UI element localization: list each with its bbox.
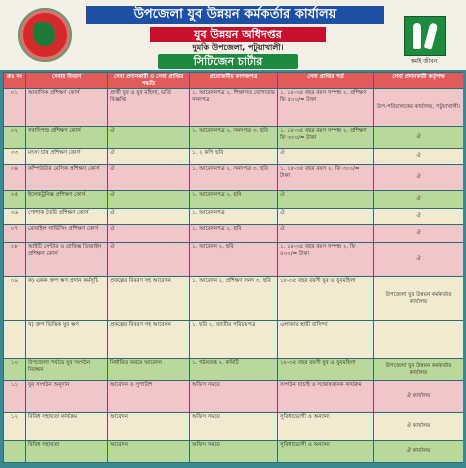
cell-service: পোশাক তৈরি প্রশিক্ষণ কোর্স <box>26 209 108 225</box>
table-row <box>4 127 464 149</box>
cell-serial: ১০ <box>4 359 26 381</box>
cell-conditions: সংগঠন যাচাই ও সন্তোষজনক কার্যক্রম <box>278 381 374 413</box>
cell-serial: ০৬ <box>4 209 26 225</box>
cell-authority: উপজেলা যুব উন্নয়ন কর্মকর্তার কার্যালয় <box>374 277 464 321</box>
table-row <box>4 321 464 359</box>
cell-serial: ০৭ <box>4 225 26 243</box>
cell-documents: ১. আবেদন ২. ছবি <box>190 243 278 277</box>
header-serial: ক্রঃ নং <box>4 73 26 89</box>
cell-documents: ১. ছবি ২. জাতীয় পরিচয়পত্র <box>190 321 278 359</box>
table-row <box>4 441 464 463</box>
cell-serial: ১১ <box>4 381 26 413</box>
cell-serial: ০৯ <box>4 277 26 321</box>
bangladesh-map-icon <box>33 22 55 46</box>
table-row <box>4 277 464 321</box>
cell-authority: ঐ কার্যালয় <box>374 441 464 463</box>
header-method: সেবা প্রদানকারী ও সেবা প্রাপ্তির পদ্ধতি <box>108 73 190 89</box>
cell-documents: ১. আবেদনপত্র <box>190 209 278 225</box>
youth-department-logo <box>404 16 446 56</box>
cell-authority: ঐ কার্যালয় <box>374 413 464 441</box>
cell-documents: ১. গঠনতন্ত্র ২. কমিটি <box>190 359 278 381</box>
table-row <box>4 243 464 277</box>
cell-serial <box>4 321 26 359</box>
cell-conditions: ১. ১৮-৩৫ বছর বয়স সম্পন্ন ২. প্রশিক্ষণ ফি ৫০০/= টাকা <box>278 89 374 127</box>
cell-serial: ০১ <box>4 89 26 127</box>
cell-service: মৎস্য চাষ প্রশিক্ষণ কোর্স <box>26 149 108 165</box>
cell-service: বিবিধ সহায়তা <box>26 441 108 463</box>
cell-authority: ঐ <box>374 191 464 209</box>
cell-method: ঐ <box>108 209 190 225</box>
cell-method: ঐ <box>108 225 190 243</box>
cell-service: কম্পিউটার বেসিক প্রশিক্ষণ কোর্স <box>26 165 108 191</box>
table-row <box>4 225 464 243</box>
cell-method: আবেদন ও সুপারিশ <box>108 381 190 413</box>
cell-conditions: এলাকার স্থায়ী বাসিন্দা <box>278 321 374 359</box>
table-row <box>4 191 464 209</box>
table-row <box>4 165 464 191</box>
cell-documents: ১. আবেদনপত্র ২. ছবি <box>190 225 278 243</box>
cell-serial: ০৫ <box>4 191 26 209</box>
cell-serial: ১২ <box>4 413 26 441</box>
table-row <box>4 149 464 165</box>
cell-method: প্রকল্পের বিবরণ সহ আবেদন <box>108 277 190 321</box>
cell-service: আবাসিক প্রশিক্ষণ কোর্স <box>26 89 108 127</box>
cell-service: ক) একক গ্রুপ ঋণ প্রদান কর্মসূচি <box>26 277 108 321</box>
cell-method: ঐ <box>108 191 190 209</box>
cell-method: প্রকল্পের বিবরণ সহ আবেদন <box>108 321 190 359</box>
table-row <box>4 413 464 441</box>
cell-authority: ঐ <box>374 225 464 243</box>
cell-authority: ঐ <box>374 209 464 225</box>
cell-authority <box>374 321 464 359</box>
cell-service: মোবাইল সার্ভিসিং প্রশিক্ষণ কোর্স <box>26 225 108 243</box>
cell-conditions: ঐ <box>278 225 374 243</box>
cell-method: আবেদন <box>108 413 190 441</box>
cell-documents: ১. আবেদনপত্র ২. ছবি <box>190 191 278 209</box>
header-authority: সেবা প্রদানকারী কর্তৃপক্ষ <box>374 73 464 89</box>
cell-conditions: ১. ১৮-৩৫ বছর বয়স ২. ফি ৩০০/= টাকা <box>278 165 374 191</box>
cell-method: ঐ <box>108 149 190 165</box>
cell-method: ঐ <box>108 243 190 277</box>
cell-serial: ০৩ <box>4 149 26 165</box>
cell-conditions: ১৮-৩৫ বছর বয়সী যুব ও যুবমহিলা <box>278 277 374 321</box>
cell-authority: ঐ <box>374 127 464 149</box>
cell-documents: ১. আবেদনপত্র ২. সনদপত্র ৩. ছবি <box>190 127 278 149</box>
office-title: উপজেলা যুব উন্নয়ন কর্মকর্তার কার্যালয় <box>86 6 384 24</box>
cell-conditions: ১৮-৩৫ বছর বয়সী যুব ও যুবমহিলা <box>278 359 374 381</box>
cell-documents: অফিস সময়ে <box>190 441 278 463</box>
cell-service: যুব সংগঠন অনুদান <box>26 381 108 413</box>
cell-serial: ০৪ <box>4 165 26 191</box>
cell-authority: উপ-পরিচালকের কার্যালয়, পটুয়াখালী। <box>374 89 464 127</box>
cell-documents: ১. আবেদনপত্র ২. শিক্ষাগত যোগ্যতার সনদপত্র <box>190 89 278 127</box>
government-seal-logo <box>18 8 72 62</box>
cell-documents: অফিস সময়ে <box>190 381 278 413</box>
cell-authority: উপজেলা যুব উন্নয়ন কর্মকর্তার কার্যালয় <box>374 359 464 381</box>
logo-caption: কর্মই জীবন <box>410 58 438 65</box>
cell-method: প্রার্থী যুব ও যুব মহিলা, ভর্তি বিজ্ঞপ্তি <box>108 89 190 127</box>
cell-documents: অফিস সময়ে <box>190 413 278 441</box>
header-service: সেবার বিবরণ <box>26 73 108 89</box>
cell-conditions: ঐ <box>278 209 374 225</box>
location-title: দুমকি উপজেলা, পটুয়াখালী। <box>192 43 284 52</box>
cell-conditions: সুবিধাভোগী ও অন্যান্য <box>278 441 374 463</box>
cell-method: নির্ধারিত ফরমে আবেদন <box>108 359 190 381</box>
cell-conditions: সুবিধাভোগী ও অন্যান্য <box>278 413 374 441</box>
cell-service: বিবিধ সহায়তা কার্যক্রম <box>26 413 108 441</box>
charter-header <box>0 0 466 70</box>
cell-serial: ০২ <box>4 127 26 149</box>
table-header-row <box>4 73 464 89</box>
cell-service: আইটি সেন্টার ও গ্রাফিক্স ডিজাইন প্রশিক্ষণ কোর্স <box>26 243 108 277</box>
cell-authority: ঐ কার্যালয় <box>374 381 464 413</box>
cell-authority: ঐ <box>374 165 464 191</box>
cell-service: খ) গ্রুপ ভিত্তিক যুব ঋণ <box>26 321 108 359</box>
cell-conditions: ঐ <box>278 149 374 165</box>
charter-table-wrapper <box>3 72 463 466</box>
department-title: যুব উন্নয়ন অধিদপ্তর <box>150 27 326 42</box>
header-documents: প্রয়োজনীয় কাগজপত্র <box>190 73 278 89</box>
table-row <box>4 89 464 127</box>
cell-method: ঐ <box>108 165 190 191</box>
table-row <box>4 209 464 225</box>
table-row <box>4 381 464 413</box>
cell-service: ইলেকট্রনিক্স প্রশিক্ষণ কোর্স <box>26 191 108 209</box>
cell-documents: ১. আবেদনপত্র ২. সনদপত্র ৩. ছবি <box>190 165 278 191</box>
cell-serial: ০৮ <box>4 243 26 277</box>
charter-title: সিটিজেন চার্টার <box>158 54 298 69</box>
charter-table <box>3 72 463 463</box>
cell-method: আবেদন <box>108 441 190 463</box>
header-conditions: সেবা প্রাপ্তির শর্ত <box>278 73 374 89</box>
cell-authority: ঐ <box>374 243 464 277</box>
cell-service: গবাদিপশু প্রশিক্ষণ কোর্স <box>26 127 108 149</box>
cell-service: উপজেলা পর্যায়ে যুব সংগঠন নিবন্ধন <box>26 359 108 381</box>
cell-documents: ১. ২ কপি ছবি <box>190 149 278 165</box>
cell-method: ঐ <box>108 127 190 149</box>
cell-conditions: ঐ <box>278 191 374 209</box>
cell-serial <box>4 441 26 463</box>
table-row <box>4 359 464 381</box>
cell-authority: ঐ <box>374 149 464 165</box>
cell-documents: ১. আবেদন ২. প্রশিক্ষণ সনদ ৩. ছবি <box>190 277 278 321</box>
cell-conditions: ১. ১৮-৩৫ বছর বয়স সম্পন্ন ২. প্রশিক্ষণ ফি ৩০০/= টাকা <box>278 127 374 149</box>
cell-conditions: ১. ১৮-৩৫ বছর বয়স সম্পন্ন ২. ফি ৫০০/= টাকা <box>278 243 374 277</box>
